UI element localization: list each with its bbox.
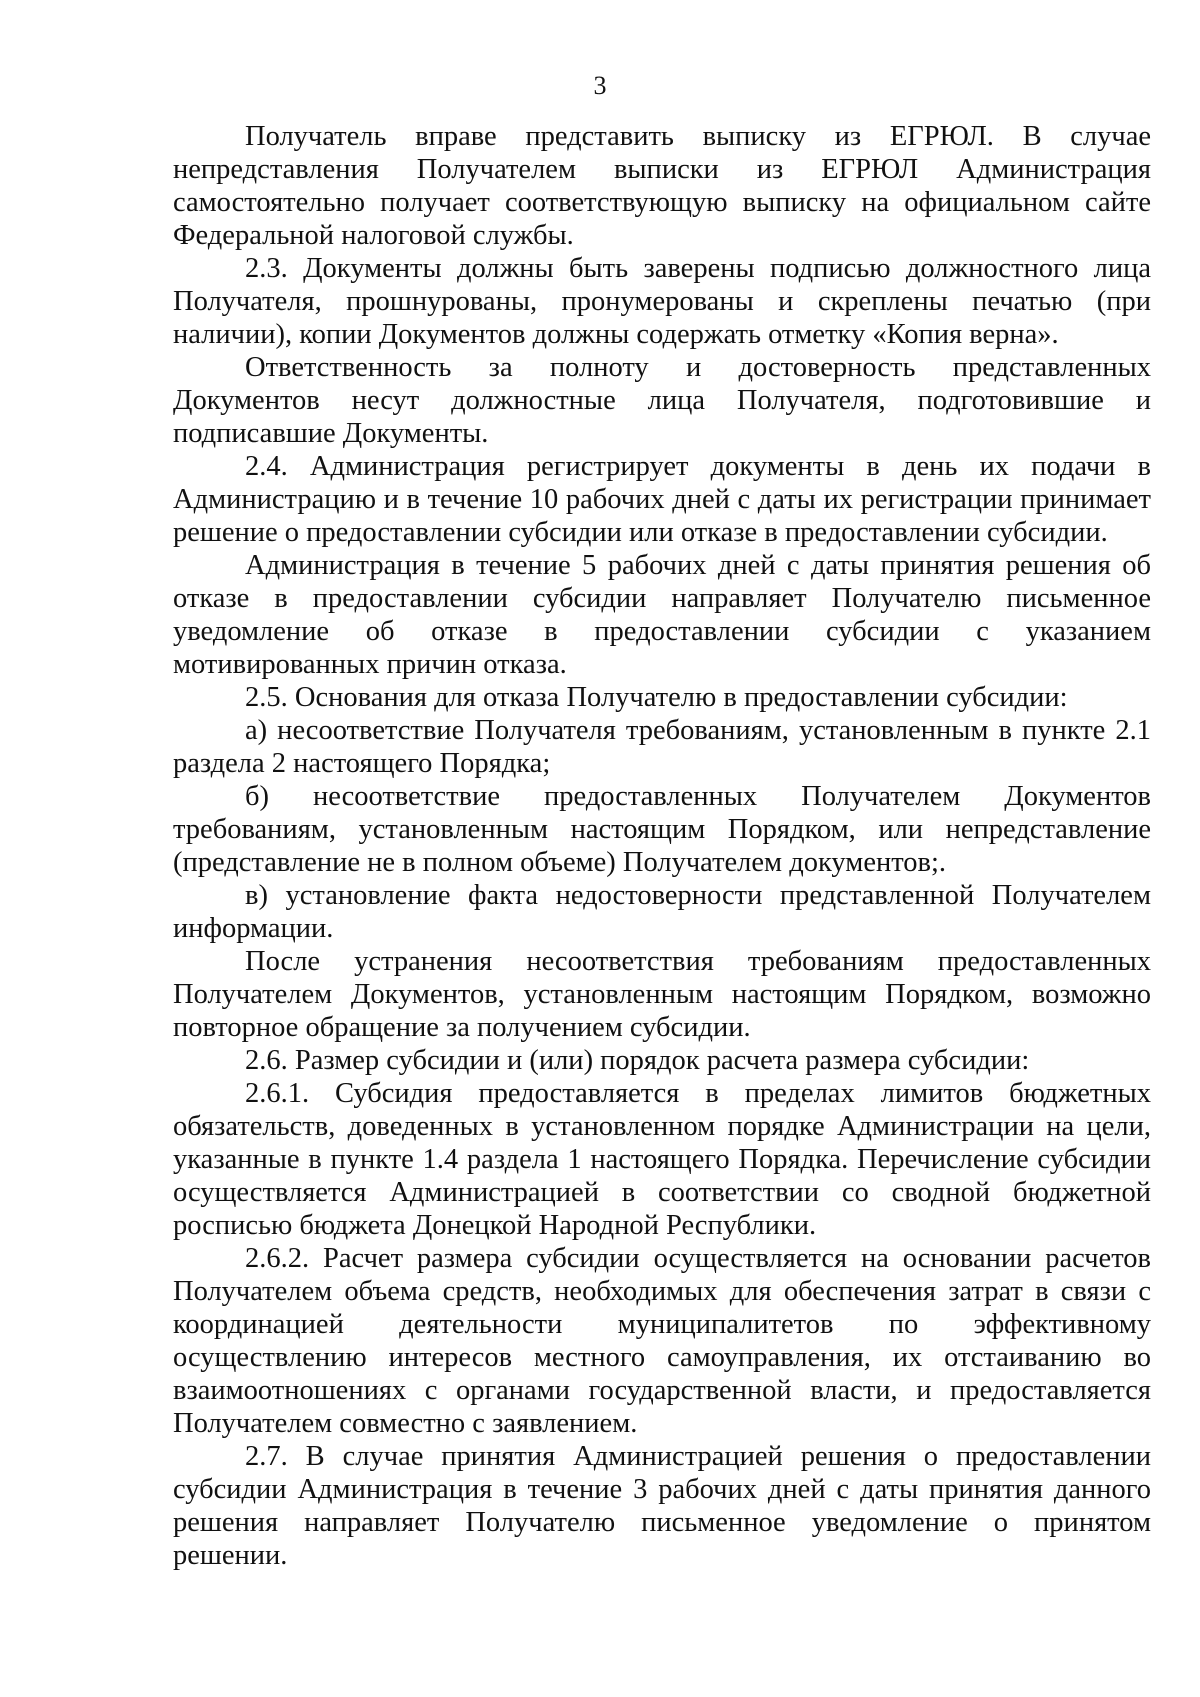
paragraph-ground-a: а) несоответствие Получателя требованиям, установленным в пункте 2.1 раздела 2 настоящего Порядка; (173, 715, 1151, 779)
paragraph-2-5-refusal-grounds: 2.5. Основания для отказа Получателю в предоставлении субсидии: (245, 682, 1068, 713)
paragraph-2-3-documents-certification: 2.3. Документы должны быть заверены подписью должностного лица Получателя, прошнурованы, пронумерованы и скреплены печатью (при наличии), копии Документов должны содержать отметку «Копия верна». (173, 253, 1151, 350)
paragraph-ground-c: в) установление факта недостоверности представленной Получателем информации. (173, 880, 1151, 944)
paragraph-2-6-1-limits: 2.6.1. Субсидия предоставляется в пределах лимитов бюджетных обязательств, доведенных в установленном порядке Администрации на цели, указанные в пункте 1.4 раздела 1 настоящего Порядка. Перечисление субсидии осуществляется Администрацией в соответствии со сводной бюджетной росписью бюджета Донецкой Народной Республики. (173, 1078, 1151, 1241)
paragraph-ground-b: б) несоответствие предоставленных Получателем Документов требованиям, установленным настоящим Порядком, или непредставление (представление не в полном объеме) Получателем документов;. (173, 781, 1151, 878)
paragraph-refusal-notice: Администрация в течение 5 рабочих дней с даты принятия решения об отказе в предоставлении субсидии направляет Получателю письменное уведомление об отказе в предоставлении субсидии с указанием мотивированных причин отказа. (173, 550, 1151, 680)
paragraph-responsibility: Ответственность за полноту и достоверность представленных Документов несут должностные лица Получателя, подготовившие и подписавшие Документы. (173, 352, 1151, 449)
document-body (173, 120, 1151, 1572)
paragraph-repeat-application: После устранения несоответствия требованиям предоставленных Получателем Документов, установленным настоящим Порядком, возможно повторное обращение за получением субсидии. (173, 946, 1151, 1043)
paragraph-2-6-subsidy-size: 2.6. Размер субсидии и (или) порядок расчета размера субсидии: (245, 1045, 1030, 1076)
paragraph-2-6-2-calculation: 2.6.2. Расчет размера субсидии осуществляется на основании расчетов Получателем объема средств, необходимых для обеспечения затрат в связи с координацией деятельности муниципалитетов по эффективному осуществлению интересов местного самоуправления, их отстаиванию во взаимоотношениях с органами государственной власти, и предоставляется Получателем совместно с заявлением. (173, 1243, 1151, 1439)
paragraph-egrul-extract: Получатель вправе представить выписку из ЕГРЮЛ. В случае непредставления Получателем выписки из ЕГРЮЛ Администрация самостоятельно получает соответствующую выписку на официальном сайте Федеральной налоговой службы. (173, 121, 1151, 251)
paragraph-2-7-decision-notice: 2.7. В случае принятия Администрацией решения о предоставлении субсидии Администрация в течение 3 рабочих дней с даты принятия данного решения направляет Получателю письменное уведомление о принятом решении. (173, 1441, 1151, 1571)
page-number: 3 (593, 71, 607, 100)
paragraph-2-4-registration: 2.4. Администрация регистрирует документы в день их подачи в Администрацию и в течение 10 рабочих дней с даты их регистрации принимает решение о предоставлении субсидии или отказе в предоставлении субсидии. (173, 451, 1151, 548)
